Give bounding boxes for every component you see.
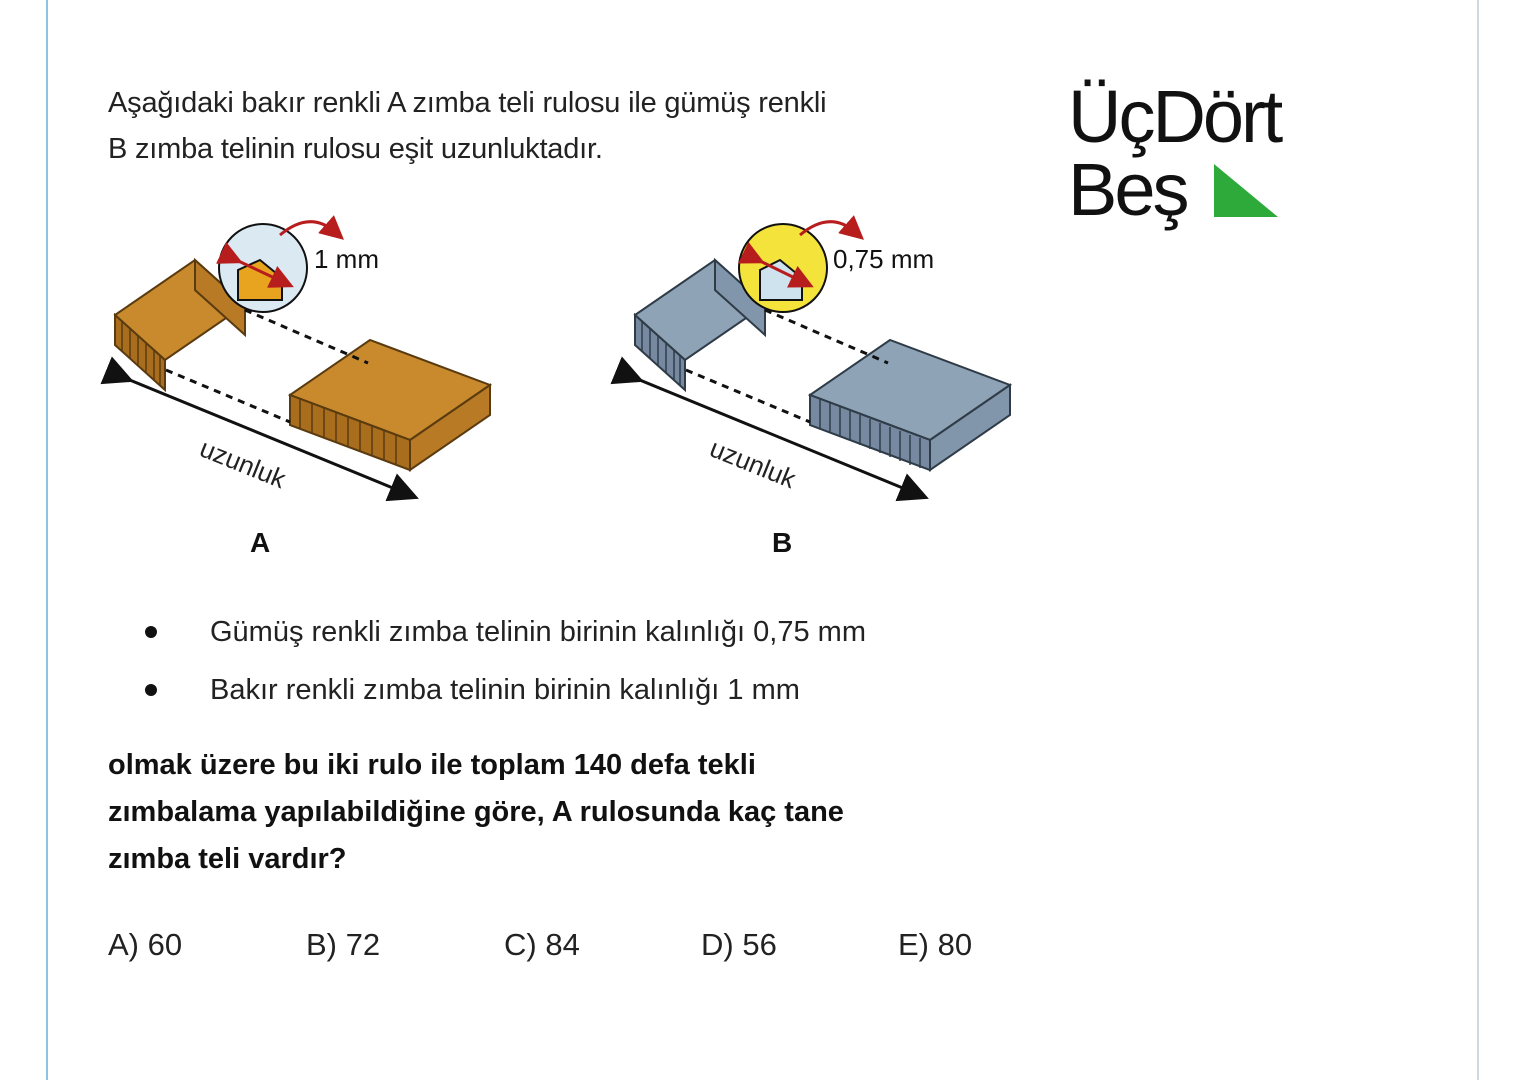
right-border bbox=[1477, 0, 1479, 1080]
bullet-item bbox=[140, 607, 1040, 665]
ucdortbes-logo bbox=[1066, 72, 1346, 232]
bullet-dot-icon bbox=[145, 626, 157, 638]
logo-triangle-icon bbox=[1214, 164, 1278, 217]
option-c[interactable]: C) 84 bbox=[504, 927, 580, 962]
logo-line-1: ÜçDört bbox=[1068, 75, 1281, 158]
thickness-label: 1 mm bbox=[314, 244, 379, 274]
option-b[interactable]: B) 72 bbox=[306, 927, 381, 962]
staple-block-large bbox=[810, 340, 1010, 470]
bullet-dot-icon bbox=[145, 684, 157, 696]
length-label: uzunluk bbox=[705, 432, 801, 495]
question-text bbox=[108, 742, 1028, 883]
question-line-1: olmak üzere bu iki rulo ile toplam 140 defa tekli bbox=[108, 749, 756, 781]
question-line-3: zımba teli vardır? bbox=[108, 843, 347, 875]
left-border bbox=[46, 0, 48, 1080]
option-d[interactable]: D) 56 bbox=[701, 927, 777, 962]
question-line-2: zımbalama yapılabildiğine göre, A rulosunda kaç tane bbox=[108, 796, 844, 828]
option-e[interactable]: E) 80 bbox=[898, 927, 973, 962]
figure-label: A bbox=[250, 527, 271, 558]
bullet-text: Gümüş renkli zımba telinin birinin kalınlığı 0,75 mm bbox=[210, 616, 866, 648]
bullet-list bbox=[140, 607, 1040, 723]
logo-line-2: Beş bbox=[1068, 148, 1187, 231]
length-label: uzunluk bbox=[195, 432, 291, 495]
thickness-label: 0,75 mm bbox=[833, 244, 935, 274]
intro-text bbox=[108, 80, 1008, 172]
staple-block-large bbox=[290, 340, 490, 470]
answer-options bbox=[108, 922, 1008, 972]
intro-line-2: B zımba telinin rulosu eşit uzunluktadır. bbox=[108, 133, 603, 165]
staple-roll-b-figure bbox=[610, 200, 1030, 570]
option-a[interactable]: A) 60 bbox=[108, 927, 183, 962]
bullet-text: Bakır renkli zımba telinin birinin kalınlığı 1 mm bbox=[210, 674, 800, 706]
staple-roll-a-figure bbox=[100, 200, 520, 570]
bullet-item bbox=[140, 665, 1040, 723]
figure-label: B bbox=[772, 527, 793, 558]
intro-line-1: Aşağıdaki bakır renkli A zımba teli rulosu ile gümüş renkli bbox=[108, 87, 827, 119]
